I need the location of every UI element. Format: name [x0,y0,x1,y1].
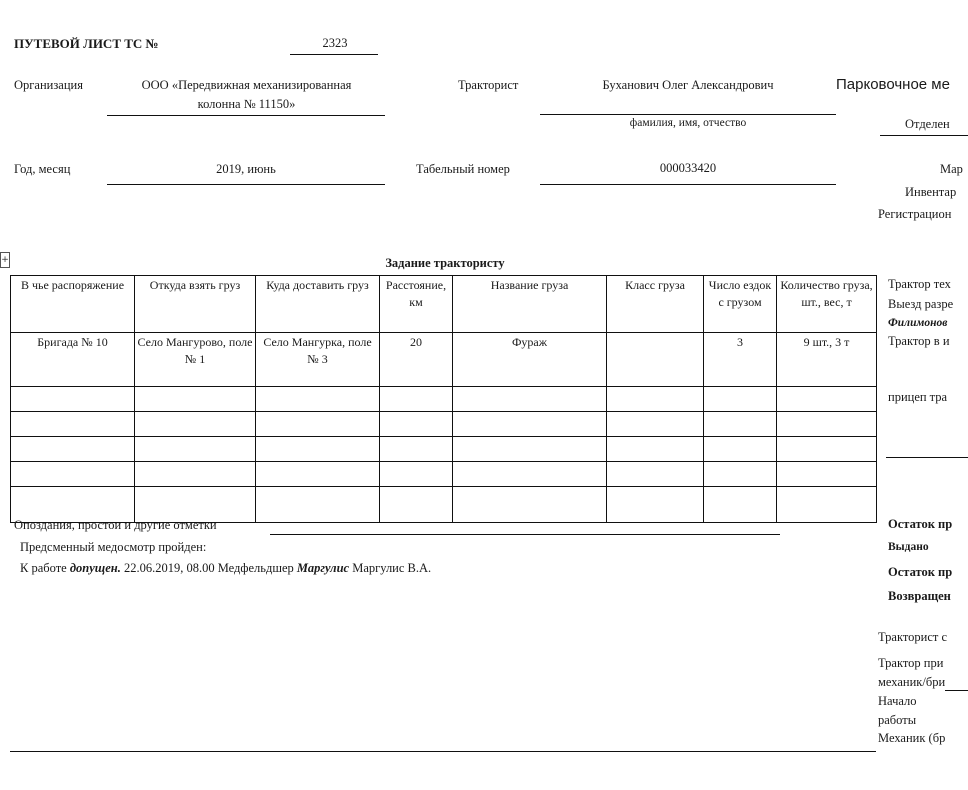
mechanic-underline [945,690,968,691]
tractorist-underline [540,114,836,115]
tractorist-handed-label: Тракторист с [878,630,948,644]
tab-number-underline [540,184,836,185]
remainder-label-2: Остаток пр [888,565,953,579]
period-underline [107,184,385,185]
mechanic-brigadier-label: механик/бри [878,675,946,689]
organization-value-line2: колонна № 11150» [197,97,296,111]
remainder-label-1: Остаток пр [888,517,953,531]
column-header: Название груза [453,276,607,333]
table-row-empty [11,462,877,487]
start-label: Начало [878,694,917,708]
tractorist-caption: фамилия, имя, отчество [629,117,747,129]
paramedic-signature: Маргулис [296,561,350,575]
period-value: 2019, июнь [216,162,276,176]
column-header: Откуда взять груз [135,276,256,333]
tractorist-label: Тракторист [458,78,519,92]
tab-number-value: 000033420 [659,161,717,175]
column-header: Число ездок с грузом [704,276,777,333]
column-header: Количество груза, шт., вес, т [777,276,877,333]
period-label: Год, месяц [14,162,71,176]
table-cell[interactable]: 20 [380,333,453,387]
tab-number-label: Табельный номер [416,162,510,176]
brand-label: Мар [940,162,963,176]
table-cell[interactable]: Село Мангурово, поле № 1 [135,333,256,387]
column-header: Куда доставить груз [256,276,380,333]
waybill-number-underline [290,54,378,55]
organization-value-line1: ООО «Передвижная механизированная [141,78,352,92]
inventory-label: Инвентар [905,185,957,199]
row-marker-icon[interactable]: + [0,252,10,268]
tractor-in-label: Трактор в и [888,334,950,348]
column-header: Расстояние, км [380,276,453,333]
bottom-divider [10,751,876,752]
column-header: В чье распоряжение [11,276,135,333]
waybill-number: 2323 [322,36,348,50]
table-row [11,333,877,387]
document-title: ПУТЕВОЙ ЛИСТ ТС № [14,36,159,51]
medical-admission-line [20,561,431,576]
parking-label: Парковочное ме [836,76,950,93]
notes-label: Опоздания, простои и другие отметки [14,518,217,532]
table-cell[interactable]: Село Мангурка, поле № 3 [256,333,380,387]
table-row-empty [11,412,877,437]
tractorist-value: Буханович Олег Александрович [602,78,774,92]
trailer-label: прицеп тра [888,390,948,404]
organization-label: Организация [14,78,83,92]
table-cell[interactable]: Фураж [453,333,607,387]
table-cell[interactable]: 3 [704,333,777,387]
task-table [10,275,877,523]
task-title: Задание трактористу [385,256,505,270]
mechanic-label: Механик (бр [878,731,946,745]
exit-permit-label: Выезд разре [888,297,954,311]
registration-label: Регистрацион [878,207,952,221]
permit-signature: Филимонов [888,317,948,329]
column-header: Класс груза [607,276,704,333]
department-label: Отделен [905,117,950,131]
notes-underline [270,534,780,535]
organization-underline [107,115,385,116]
issued-label: Выдано [888,541,929,553]
right-side-divider [886,457,968,458]
admission-prefix: К работе [20,561,67,575]
work-label: работы [878,713,917,727]
table-row-empty [11,387,877,412]
tractor-tech-label: Трактор тех [888,277,951,291]
table-cell[interactable]: 9 шт., 3 т [777,333,877,387]
tractor-received-label: Трактор при [878,656,944,670]
returned-label: Возвращен [888,589,951,603]
medical-check-label: Предсменный медосмотр пройден: [20,540,207,554]
admission-datetime: 22.06.2019, 08.00 Медфельдшер [123,561,294,575]
task-header-row [11,276,877,333]
table-cell[interactable] [607,333,704,387]
paramedic-name: Маргулис В.А. [352,561,432,575]
table-cell[interactable]: Бригада № 10 [11,333,135,387]
table-row-empty [11,437,877,462]
department-underline [880,135,968,136]
admitted-mark: допущен. [69,561,121,575]
